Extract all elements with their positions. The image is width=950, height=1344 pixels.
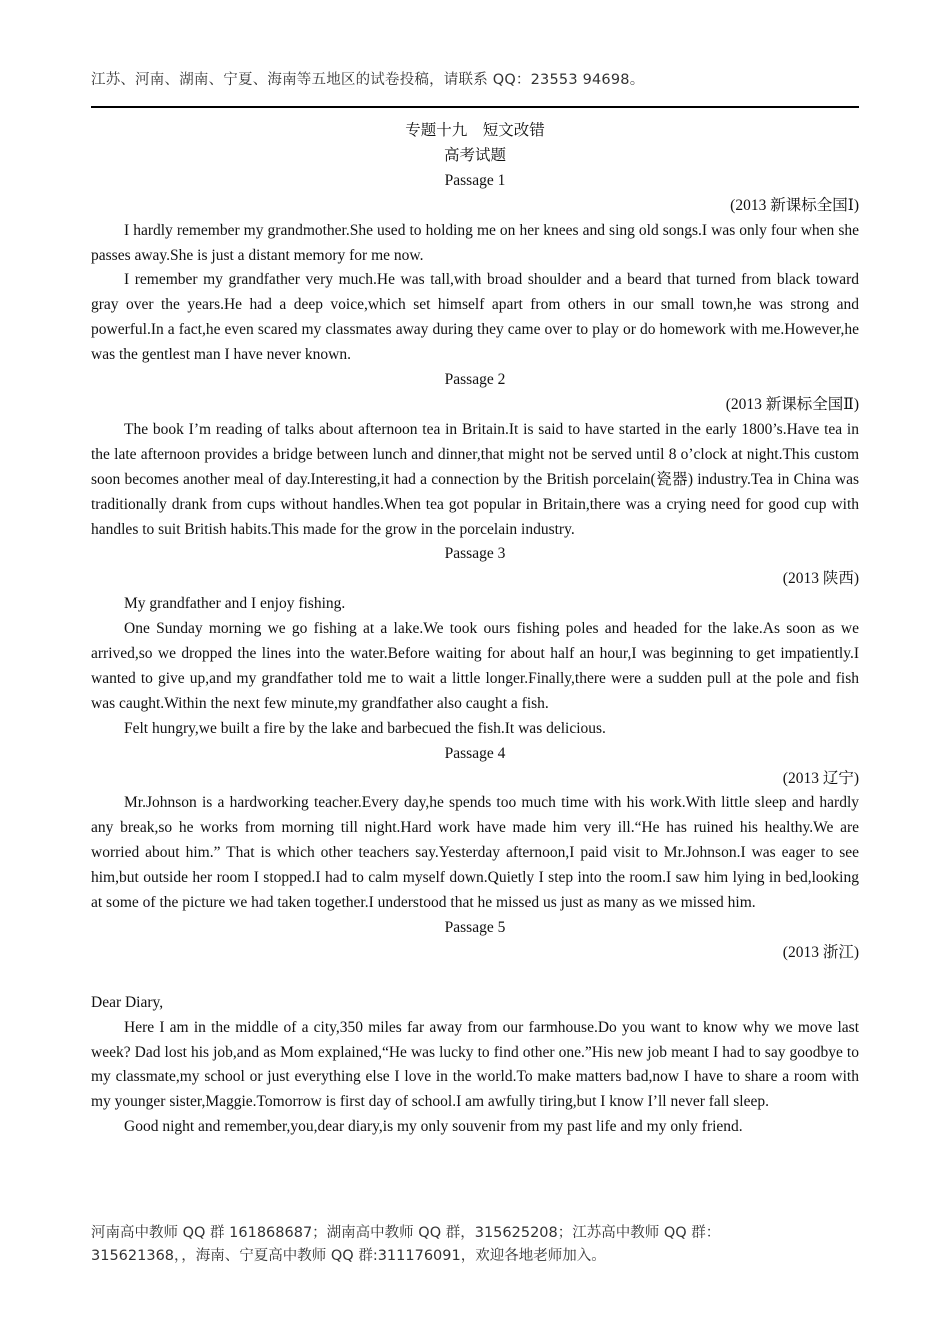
passage-5-source: (2013 浙江) bbox=[782, 943, 859, 961]
passage-3-heading: Passage 3 bbox=[444, 545, 506, 563]
passage-2-paragraph-1: The book I’m reading of talks about afternoon tea in Britain.It is said to have started in the early 1800’s.Have tea in the late afternoon provides a bridge between lunch and dinner,that might not be served until 8 o’clock at night.This custom soon becomes another meal of day.Interesting,it had a connection by the British porcelain(瓷器) industry.Tea in China was traditionally drank from cups without handles.When tea got popular in Britain,there was a crying need for good cup with handles to suit British habits.This made for the grow in the porcelain industry. bbox=[91, 420, 859, 538]
passage-4-heading: Passage 4 bbox=[444, 744, 506, 762]
document-body bbox=[91, 119, 859, 1140]
footer-line-2: 315621368，，海南、宁夏高中教师 QQ 群:311176091，欢迎各地老师加入。 bbox=[91, 1248, 606, 1264]
passage-5-paragraph-1: Here I am in the middle of a city,350 miles far away from our farmhouse.Do you want to know why we move last week? Dad lost his job,and as Mom explained,“He was lucky to find other one.”His new job meant I had to say goodbye to my classmate,my school or just everything else I love in the world.To make matters bad,now I have to share a room with my younger sister,Maggie.Tomorrow is first day of school.I am awfully tiring,but I know I’ll never fall sleep. bbox=[91, 1018, 859, 1111]
footer-line-1: 河南高中教师 QQ 群 161868687；湖南高中教师 QQ 群，315625208；江苏高中教师 QQ 群： bbox=[91, 1225, 721, 1241]
passage-2-source: (2013 新课标全国Ⅱ) bbox=[725, 395, 859, 413]
document-subtitle: 高考试题 bbox=[443, 146, 506, 164]
passage-1-source: (2013 新课标全国Ⅰ) bbox=[730, 196, 859, 214]
passage-1-paragraph-1: I hardly remember my grandmother.She used to holding me on her knees and sing old songs.I was only four when she passes away.She is just a distant memory for me now. bbox=[91, 221, 859, 264]
passage-3-paragraph-3: Felt hungry,we built a fire by the lake and barbecued the fish.It was delicious. bbox=[124, 719, 606, 737]
passage-3-paragraph-2: One Sunday morning we go fishing at a lake.We took ours fishing poles and headed for the lake.As soon as we arrived,so we dropped the lines into the water.Before waiting for about half an hour,I was beginning to get impatiently.I wanted to give up,and my grandfather told me to wait a little longer.Finally,there were a sudden pull at the pole and fish was caught.Within the next few minute,my grandfather also caught a fish. bbox=[91, 620, 859, 712]
passage-4-source: (2013 辽宁) bbox=[782, 769, 859, 787]
passage-3-paragraph-1: My grandfather and I enjoy fishing. bbox=[124, 595, 346, 613]
passage-3-source: (2013 陕西) bbox=[782, 570, 859, 588]
passage-5-greeting: Dear Diary, bbox=[91, 993, 164, 1011]
footer-note bbox=[91, 1222, 859, 1268]
passage-4-paragraph-1: Mr.Johnson is a hardworking teacher.Every day,he spends too much time with his work.With little sleep and hardly any break,so he works from morning till night.Hard work have made him very ill.“He has ruined his healthy.We are worried about him.” That is which other teachers say.Yesterday afternoon,I paid visit to Mr.Johnson.I was eager to see him,but outside her room I stopped.I had to calm myself down.Quietly I step into the room.I saw him lying in bed,looking at some of the picture we had taken together.I understood that he missed us just as many as we missed him. bbox=[91, 794, 859, 912]
passage-1-heading: Passage 1 bbox=[444, 171, 506, 189]
document-title: 专题十九 短文改错 bbox=[405, 122, 545, 139]
passage-1-paragraph-2: I remember my grandfather very much.He was tall,with broad shoulder and a beard that turned from black toward gray over the years.He had a deep voice,which set himself apart from others in our small town,he was strong and powerful.In a fact,he even scared my classmates away during they came over to play or do homework with me.However,he was the gentlest man I have never known. bbox=[91, 271, 859, 364]
passage-5-heading: Passage 5 bbox=[444, 919, 506, 936]
header-note: 江苏、河南、湖南、宁夏、海南等五地区的试卷投稿，请联系 QQ：23553 94698。 bbox=[91, 72, 645, 88]
passage-5-paragraph-2: Good night and remember,you,dear diary,is my only souvenir from my past life and my only friend. bbox=[124, 1118, 743, 1136]
blank-line bbox=[91, 966, 859, 991]
header-divider bbox=[91, 106, 859, 108]
passage-2-heading: Passage 2 bbox=[444, 371, 506, 389]
